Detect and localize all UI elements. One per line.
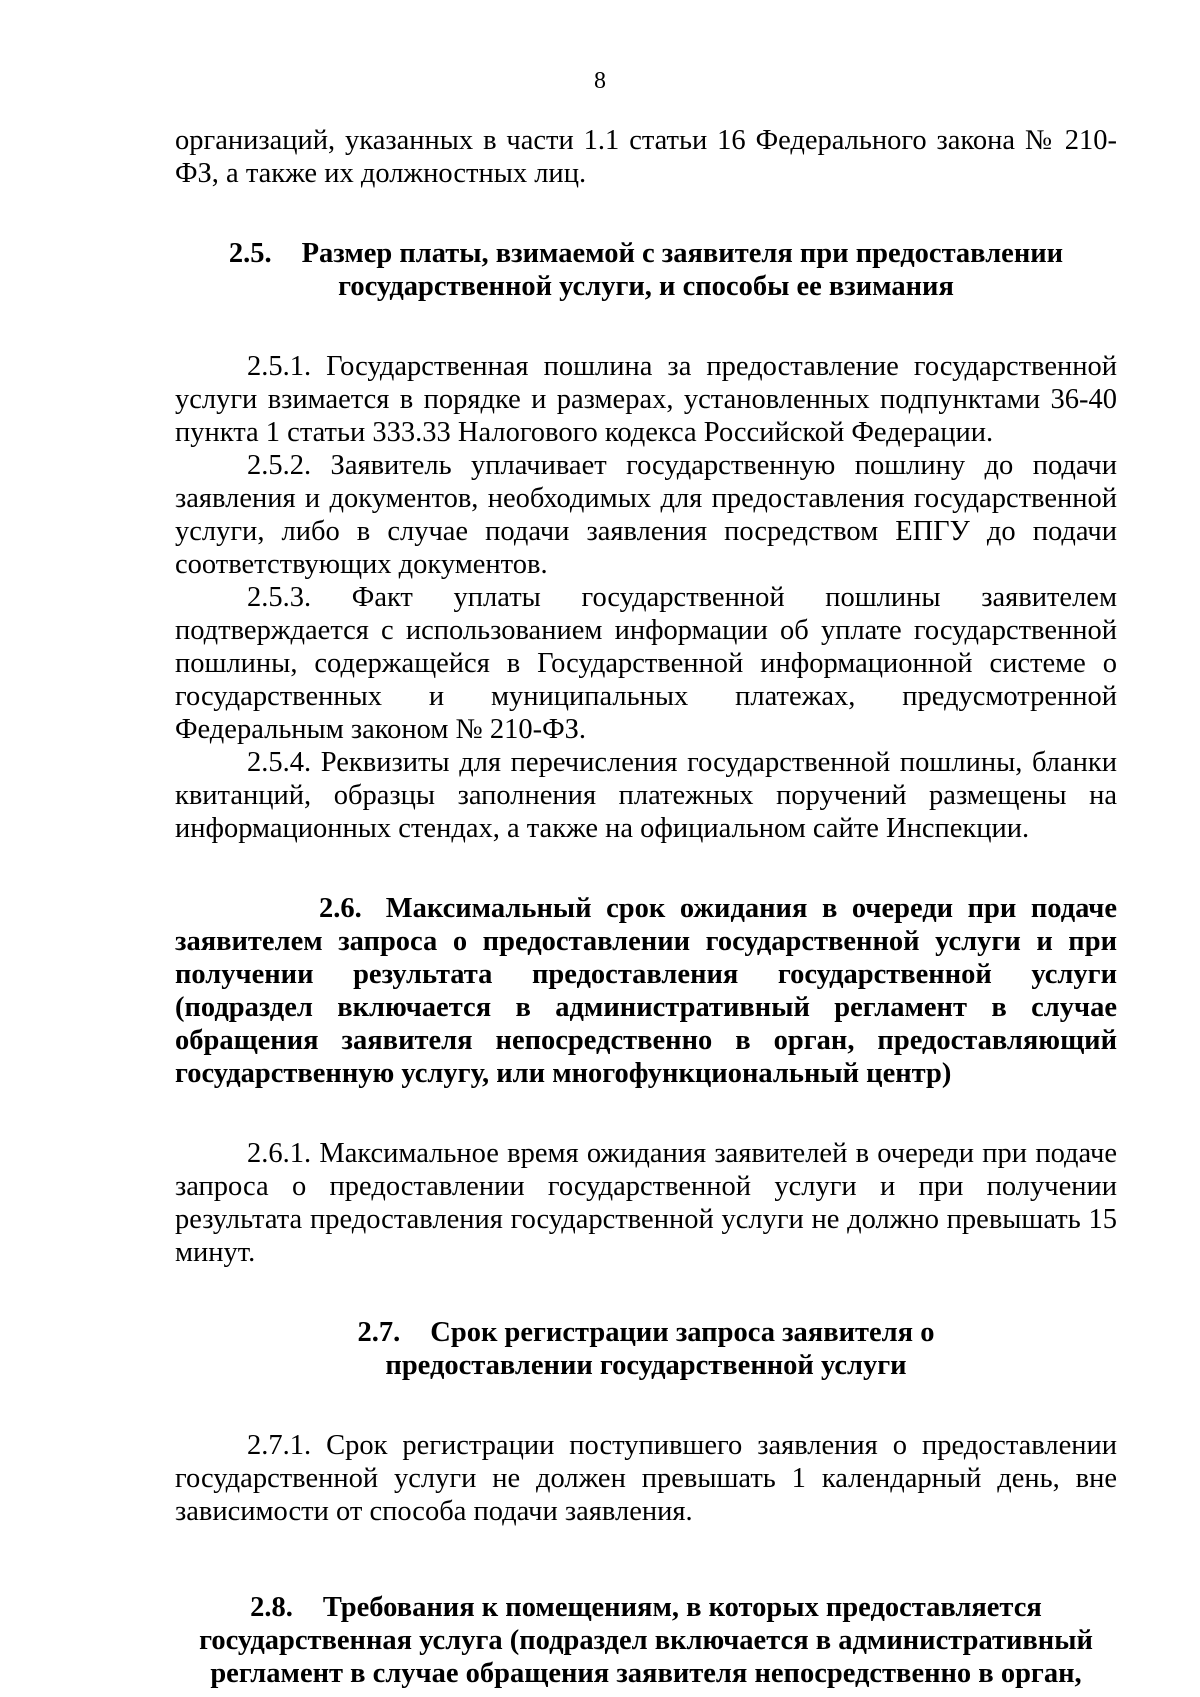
paragraph-2-5-3: 2.5.3. Факт уплаты государственной пошлины заявителем подтверждается с использованием информации об уплате государственной пошлины, содержащейся в Государственной информационной системе о государственных и муниципальных платежах, предусмотренной Федеральным законом № 210-ФЗ. [175, 582, 1117, 745]
section-number: 2.7. [357, 1317, 401, 1348]
section-number: 2.5. [228, 238, 272, 269]
paragraph-2-7-1: 2.7.1. Срок регистрации поступившего заявления о предоставлении государственной услуги не должен превышать 1 календарный день, вне зависимости от способа подачи заявления. [175, 1430, 1117, 1527]
section-body-2-5 [175, 350, 1117, 845]
section-heading-2-5 [175, 237, 1117, 303]
document-body [175, 124, 1117, 1690]
section-heading-2-6 [175, 892, 1117, 1090]
paragraph-2-6-1: 2.6.1. Максимальное время ожидания заявителей в очереди при подаче запроса о предоставлении государственной услуги и при получении результата предоставления государственной услуги не должно превышать 15 минут. [175, 1138, 1117, 1268]
paragraph-2-5-4: 2.5.4. Реквизиты для перечисления государственной пошлины, бланки квитанций, образцы заполнения платежных поручений размещены на информационных стендах, а также на официальном сайте Инспекции. [175, 747, 1117, 844]
paragraph-2-5-1: 2.5.1. Государственная пошлина за предоставление государственной услуги взимается в порядке и размерах, установленных подпунктами 36-40 пункта 1 статьи 333.33 Налогового кодекса Российской Федерации. [175, 351, 1117, 448]
section-number: 2.8. [250, 1592, 293, 1623]
section-title: Срок регистрации запроса заявителя о предоставлении государственной услуги [385, 1317, 935, 1381]
section-title: Максимальный срок ожидания в очереди при подаче заявителем запроса о предоставлении государственной услуги и при получении результата предоставления государственной услуги (подраздел включается в административный регламент в случае обращения заявителя непосредственно в орган, предоставляющий государственную услугу, или многофункциональный центр) [175, 893, 1117, 1089]
section-body-2-6 [175, 1137, 1117, 1269]
paragraph-2-5-2: 2.5.2. Заявитель уплачивает государственную пошлину до подачи заявления и документов, необходимых для предоставления государственной услуги, либо в случае подачи заявления посредством ЕПГУ до подачи соответствующих документов. [175, 450, 1117, 580]
section-title: Размер платы, взимаемой с заявителя при предоставлении государственной услуги, и способы ее взимания [301, 238, 1064, 302]
page-number: 8 [594, 68, 606, 94]
section-title: Требования к помещениям, в которых предоставляется государственная услуга (подраздел включается в административный регламент в случае обращения заявителя непосредственно в орган, [199, 1592, 1093, 1689]
section-number: 2.6. [319, 893, 362, 924]
section-heading-2-7 [175, 1316, 1117, 1382]
lead-paragraph: организаций, указанных в части 1.1 статьи 16 Федерального закона № 210-ФЗ, а также их должностных лиц. [175, 125, 1117, 189]
section-heading-2-8 [175, 1591, 1117, 1690]
section-body-2-7 [175, 1429, 1117, 1528]
